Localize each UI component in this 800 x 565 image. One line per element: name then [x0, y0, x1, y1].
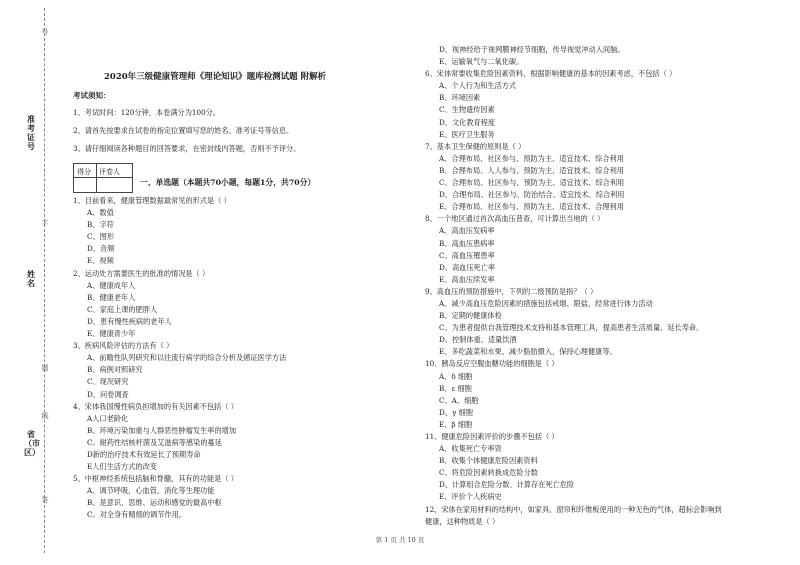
margin-dot-char: 答: [41, 496, 49, 504]
answer-option: C、对全身有精细的调节作用。: [87, 510, 186, 520]
answer-option: A、δ 细胞: [439, 371, 473, 381]
answer-option: E、合理布局、社区参与、预防为主、适宜技术、合理利用: [439, 202, 624, 212]
answer-option: A、收集死亡专率资: [439, 444, 502, 454]
reviewer-label: 评卷人: [99, 168, 120, 176]
notice-heading: 考试须知：: [73, 91, 111, 100]
answer-option: B、是意识、思维、运动和感觉的最高中枢: [87, 498, 222, 508]
answer-option: C、耐药性结核杆菌及艾滋病等感染的蔓延: [87, 437, 222, 447]
answer-option: B、合理布局、人人参与、预防为主、适宜技术、综合利用: [439, 165, 624, 175]
question-text: 9、高血压的预防措施中，下列的二级预防是指？（ ）: [425, 286, 598, 296]
answer-option: A、减少高血压危险因素的措施包括戒烟、限盐、经常进行体力活动: [439, 298, 653, 308]
answer-option: C、将危险因素转换成危险分数: [439, 468, 538, 478]
answer-option: A、高血压发病率: [439, 226, 495, 236]
margin-dot-char: 号: [41, 28, 49, 36]
answer-option: E、β 细胞: [439, 419, 473, 429]
answer-option: B、环境污染加重与人群恶性肿瘤发生率的增加: [87, 425, 237, 435]
score-box: [73, 163, 133, 193]
answer-option: B、病例对照研究: [87, 365, 143, 375]
answer-option: E人们生活方式的改变: [87, 462, 157, 472]
answer-option: A、健康成年人: [87, 280, 136, 290]
notice-rule: 3、请仔细阅读各种题目的回答要求，在密封线内答题，否则不予评分。: [73, 144, 301, 153]
answer-option: E、视频: [87, 256, 114, 266]
answer-option: C、生物遗传因素: [439, 105, 495, 115]
answer-option: B、定期的健康体检: [439, 311, 502, 321]
answer-option: A、个人行为和生活方式: [439, 81, 517, 91]
answer-option: A、前瞻性队列研究和以往流行病学的综合分析及循证医学方法: [87, 353, 287, 363]
answer-option: D、合理布局、社区参与、防治结合、适宜技术、综合利用: [439, 190, 625, 200]
answer-option: C、为患者提供自我管理技术支持和基本管理工具，提高患者生活质量、延长寿命。: [439, 323, 704, 333]
section-heading: 一、单选题（本题共70小题，每题1分，共70分）: [140, 178, 316, 187]
answer-option: E、运输氧气与二氧化碳。: [439, 57, 524, 67]
answer-option: A、数值: [87, 208, 114, 218]
answer-option: D新的治疗技术有效延长了预期寿命: [87, 449, 201, 459]
answer-option: B、高血压患病率: [439, 238, 495, 248]
page-footer: 第 1 页 共 10 页: [375, 536, 425, 544]
answer-option: E、医疗卫生服务: [439, 129, 495, 139]
score-label: 得分: [77, 168, 91, 176]
answer-option: B、字符: [87, 220, 114, 230]
margin-label-province: 省（市区）: [24, 429, 40, 457]
question-text: 健康，这种物质是（ ）: [425, 516, 500, 526]
answer-option: A、合理布局、社区参与、预防为主、适宜技术、综合利用: [439, 153, 624, 163]
answer-option: D、γ 细胞: [439, 407, 473, 417]
answer-option: E、评价个人疾病史: [439, 492, 502, 502]
answer-option: A、调节呼吸，心血管，消化等生理功能: [87, 486, 215, 496]
answer-option: D、高血压死亡率: [439, 262, 496, 272]
margin-dot-char: 不: [41, 220, 49, 228]
answer-option: A人口老龄化: [87, 413, 129, 423]
answer-option: D、控制体重、适量饮酒: [439, 335, 517, 345]
question-text: 12、宋体在家用材料的结构中，如家具、窗帘和纤维板使用的一种无色的气体，超标会影响到: [425, 504, 722, 514]
answer-option: C、A、细胞: [439, 395, 479, 405]
right-question-column: [425, 44, 765, 528]
answer-option: D、音频: [87, 244, 115, 254]
margin-label-name: 姓名: [27, 269, 35, 288]
answer-option: C、高血压罹患率: [439, 250, 495, 260]
page-title: 2020年三级健康管理师《理论知识》题库检测试题 附解析: [104, 72, 327, 82]
answer-option: D、患有慢性疾病的老年人: [87, 316, 172, 326]
notice-rule: 2、请首先按要求在试卷的指定位置填写您的姓名、准考证号等信息。: [73, 126, 294, 135]
answer-option: C、现况研究: [87, 377, 129, 387]
notice-rule: 1、考试时间：120分钟，本卷满分为100分。: [73, 108, 221, 117]
question-text: 3、疾病风险评估的方法有（ ）: [73, 341, 174, 351]
answer-option: B、收集个体健康危险因素资料: [439, 456, 538, 466]
question-text: 11、健康危险因素评价的步骤不包括（ ）: [425, 432, 559, 441]
left-question-column: [73, 195, 373, 522]
answer-option: E、健康青少年: [87, 329, 136, 339]
answer-option: B、环境因素: [439, 93, 481, 103]
binding-margin: [0, 0, 60, 565]
question-text: 2、运动处方需要医生的批准的情况是（ ）: [73, 268, 210, 278]
question-text: 4、宋体我国慢性病负担增加的有关因素不包括（ ）: [73, 401, 238, 411]
answer-option: E、高血压续发率: [439, 274, 495, 284]
answer-option: D、视神经给于视网膜神经节细胞，传导视觉冲动入间脑。: [439, 45, 625, 54]
question-text: 7、基本卫生保健的原则是（ ）: [425, 141, 526, 151]
question-text: 6、宋体常要收集危险因素资料，根据影响健康的基本的因素考虑，不包括（ ）: [425, 69, 677, 79]
seal-dashed-line: [44, 8, 45, 553]
answer-option: C、图形: [87, 232, 115, 242]
margin-dot-char: 题: [41, 364, 49, 372]
answer-option: D、问卷调查: [87, 389, 129, 399]
answer-option: E、多吃蔬菜和水果、减少脂肪摄入，保持心理健康等。: [439, 347, 617, 357]
answer-option: D、计算组合危险分数、计算存在死亡危险: [439, 480, 575, 490]
margin-dot-char: 线: [41, 412, 49, 420]
question-text: 5、中枢神经系统包括脑和脊髓，其有的功能是（ ）: [73, 474, 238, 484]
answer-option: D、文化教育程度: [439, 117, 496, 127]
question-text: 8、一个地区通过首次高血压普查，可计算出当地的（ ）: [425, 214, 605, 224]
question-text: 10、胰岛反应空腹血糖功能的细胞是（ ）: [425, 359, 559, 369]
answer-option: B、健康老年人: [87, 292, 136, 302]
answer-option: C、家庭上课的肥胖人: [87, 304, 158, 314]
answer-option: B、ε 细胞: [439, 383, 472, 393]
answer-option: C、合理布局、社区参与、预防为主、适宜技术、综合利用: [439, 178, 625, 188]
question-text: 1、目前看来，健康管理数据最常见的形式是（ ）: [73, 196, 231, 205]
margin-label-exam-id: 准考证号: [27, 114, 35, 151]
